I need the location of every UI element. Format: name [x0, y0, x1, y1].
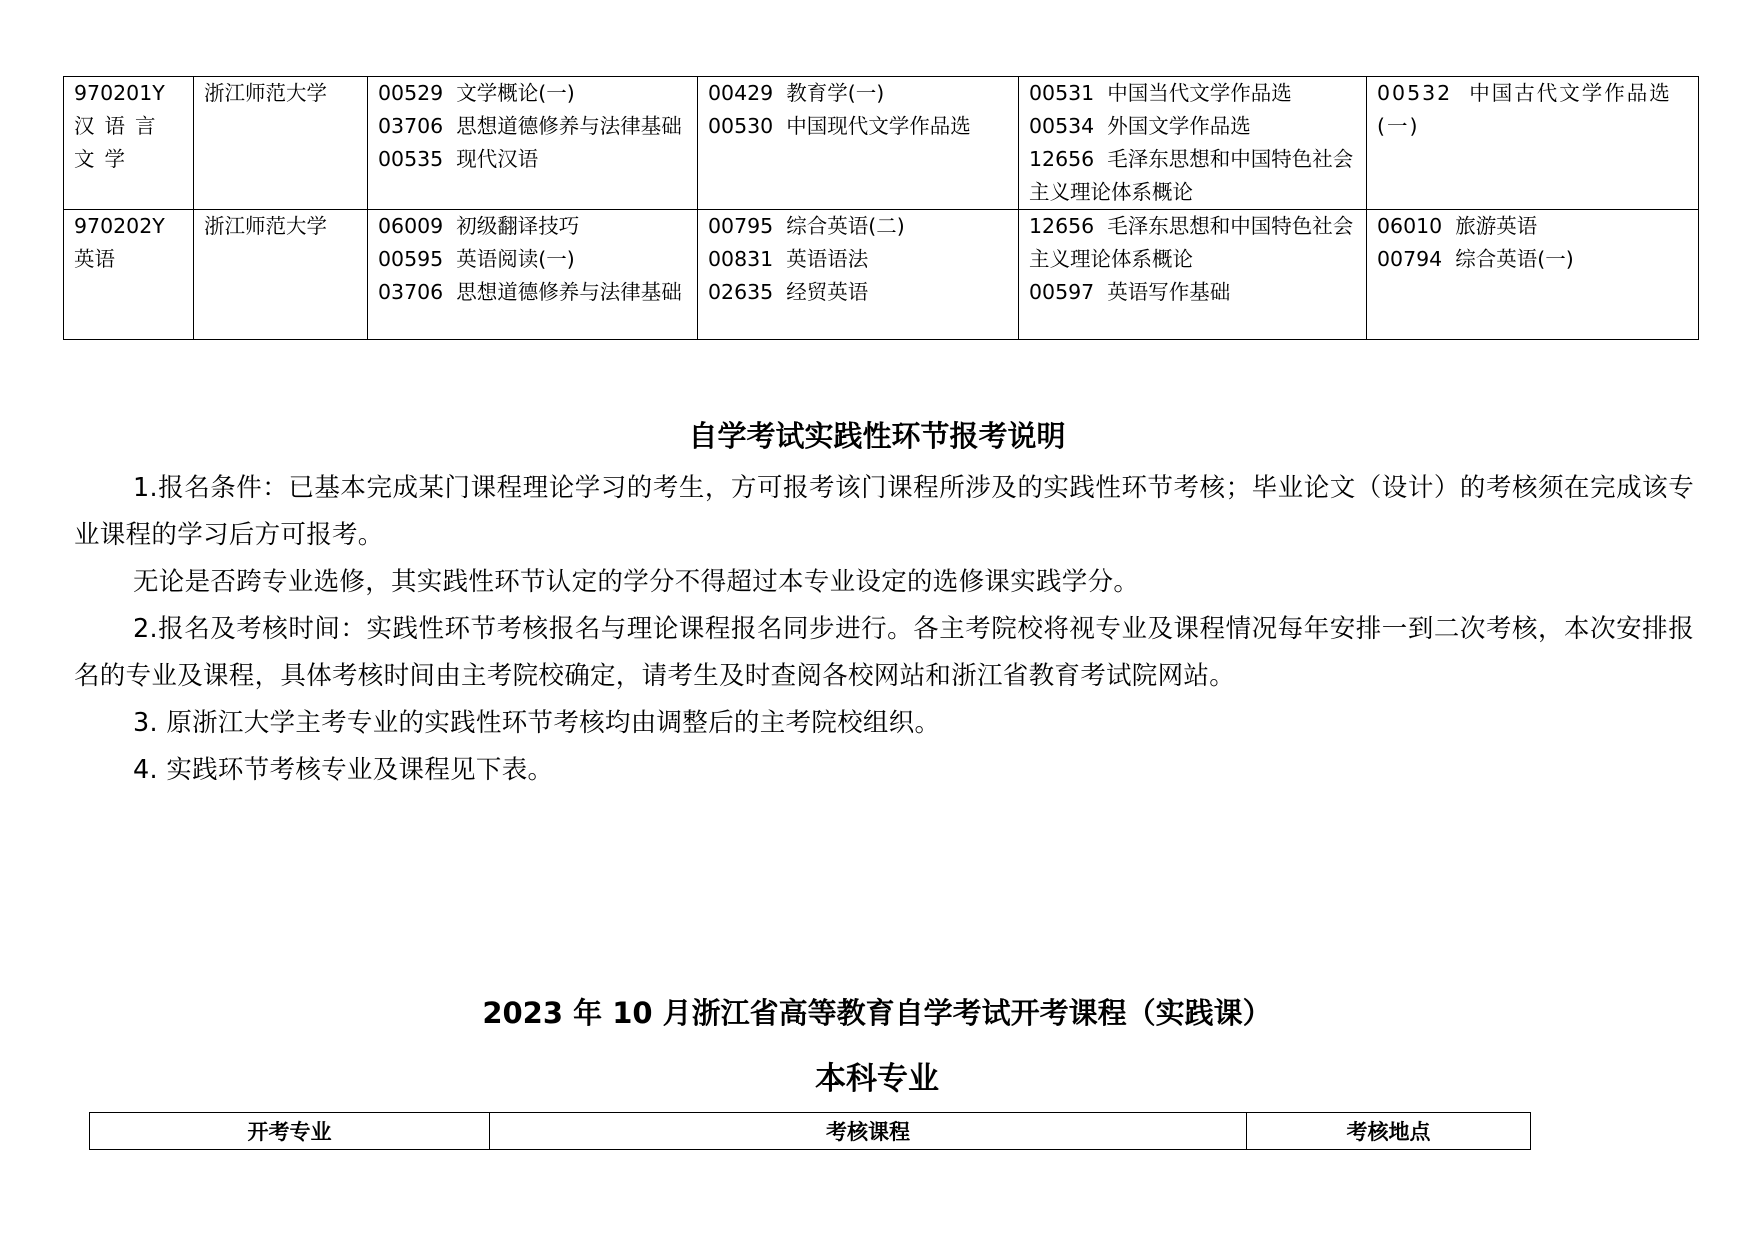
course-item: 12656 毛泽东思想和中国特色社会主义理论体系概论: [1029, 214, 1354, 271]
schedule-header-table: [89, 1112, 1531, 1150]
major-name: 汉语言文学: [74, 114, 166, 171]
schedule-subtitle: 本科专业: [815, 1061, 939, 1097]
table-row: [64, 77, 1699, 210]
schedule-title: 2023 年 10 月浙江省高等教育自学考试开考课程（实践课）: [482, 996, 1272, 1030]
major-code: 970202Y: [74, 214, 165, 238]
course-item: 00795 综合英语(二): [708, 214, 905, 238]
course-table: [63, 76, 1699, 340]
major-name: 英语: [74, 247, 115, 271]
course-item: 00532 中国古代文学作品选(一): [1377, 81, 1672, 138]
column-header: 考核课程: [490, 1113, 1247, 1150]
notice-paragraph: 3. 原浙江大学主考专业的实践性环节考核均由调整后的主考院校组织。: [133, 708, 941, 738]
course-item: 06009 初级翻译技巧: [378, 214, 580, 238]
notice-paragraph: 无论是否跨专业选修，其实践性环节认定的学分不得超过本专业设定的选修课实践学分。: [133, 567, 1140, 597]
course-cell: [1367, 77, 1699, 210]
course-cell: [1019, 210, 1367, 340]
course-item: 00534 外国文学作品选: [1029, 114, 1251, 138]
course-cell: [1019, 77, 1367, 210]
school-cell: 浙江师范大学: [194, 77, 368, 210]
course-item: 12656 毛泽东思想和中国特色社会主义理论体系概论: [1029, 147, 1354, 204]
major-cell: [64, 77, 194, 210]
table-header-row: [90, 1113, 1531, 1150]
course-item: 06010 旅游英语: [1377, 214, 1538, 238]
notice-paragraph: 2.报名及考核时间：实践性环节考核报名与理论课程报名同步进行。各主考院校将视专业及课程情况每年安排一到二次考核，本次安排报名的专业及课程，具体考核时间由主考院校确定，请考生及时查阅各校网站和浙江省教育考试院网站。: [74, 614, 1694, 691]
course-item: 00794 综合英语(一): [1377, 247, 1574, 271]
course-item: 00529 文学概论(一): [378, 81, 575, 105]
major-code: 970201Y: [74, 81, 165, 105]
column-header: 开考专业: [90, 1113, 490, 1150]
course-item: 00429 教育学(一): [708, 81, 885, 105]
column-header: 考核地点: [1247, 1113, 1531, 1150]
course-item: 00531 中国当代文学作品选: [1029, 81, 1292, 105]
table-row: [64, 210, 1699, 340]
course-cell: [368, 210, 698, 340]
school-cell: 浙江师范大学: [194, 210, 368, 340]
course-cell: [698, 210, 1019, 340]
course-item: 00597 英语写作基础: [1029, 280, 1231, 304]
notice-paragraph: 1.报名条件：已基本完成某门课程理论学习的考生，方可报考该门课程所涉及的实践性环节考核；毕业论文（设计）的考核须在完成该专业课程的学习后方可报考。: [74, 473, 1694, 550]
major-cell: [64, 210, 194, 340]
course-item: 03706 思想道德修养与法律基础: [378, 280, 682, 304]
notice-paragraph: 4. 实践环节考核专业及课程见下表。: [133, 755, 554, 785]
course-item: 00530 中国现代文学作品选: [708, 114, 971, 138]
course-item: 02635 经贸英语: [708, 280, 869, 304]
course-cell: [698, 77, 1019, 210]
notice-title: 自学考试实践性环节报考说明: [688, 419, 1066, 453]
course-item: 03706 思想道德修养与法律基础: [378, 114, 682, 138]
course-cell: [368, 77, 698, 210]
course-item: 00535 现代汉语: [378, 147, 539, 171]
course-cell: [1367, 210, 1699, 340]
course-item: 00595 英语阅读(一): [378, 247, 575, 271]
course-item: 00831 英语语法: [708, 247, 869, 271]
